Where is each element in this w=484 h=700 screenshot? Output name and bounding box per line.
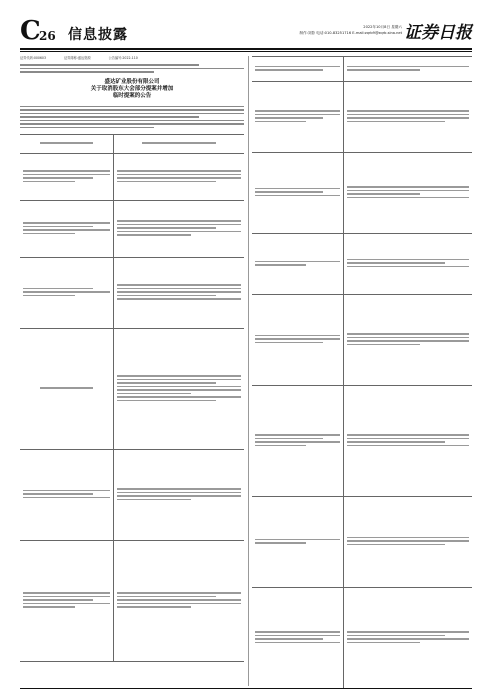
- masthead-logo: 证券日报: [404, 23, 472, 43]
- table-row: [252, 234, 472, 295]
- table-row: [20, 329, 244, 450]
- table-row: [252, 82, 472, 153]
- table-row: [252, 497, 472, 588]
- table-row: [20, 154, 244, 201]
- left-column: [20, 56, 244, 686]
- title-line: 关于取消股东大会部分提案并增加: [90, 85, 174, 92]
- contact-line: 制作:刘影 电话:010-83251716 E-mail:zqrb9@zqrb.sina.net: [299, 31, 402, 35]
- text-line: [20, 109, 244, 111]
- header-rule: [20, 48, 472, 50]
- text-line: [20, 127, 154, 129]
- company-name: 盛达矿业股份有限公司: [104, 78, 160, 85]
- table-row: [252, 57, 472, 82]
- table-row: [252, 153, 472, 234]
- text-line: [20, 116, 199, 118]
- text-line: [20, 64, 199, 66]
- table-row: [20, 450, 244, 541]
- page-header: [20, 16, 472, 46]
- text-line: [20, 71, 154, 73]
- section-letter: C: [20, 16, 41, 46]
- header-meta: [300, 24, 402, 36]
- stock-codes: [20, 56, 244, 61]
- table-row: [20, 541, 244, 662]
- table-row: [252, 386, 472, 497]
- stock-name: 证券简称:盛达资源: [64, 56, 91, 60]
- stock-code: 证券代码:000603: [20, 56, 46, 60]
- comparison-table: [252, 56, 472, 689]
- text-line: [20, 113, 244, 115]
- text-line: [20, 68, 244, 70]
- table-row: [20, 201, 244, 258]
- column-divider: [248, 56, 249, 686]
- footer-rule: [20, 688, 472, 689]
- table-row: [20, 135, 244, 154]
- announcement-title: [20, 79, 244, 100]
- text-line: [20, 106, 244, 108]
- header-rule-thin: [20, 51, 472, 52]
- section-name: 信息披露: [68, 27, 128, 43]
- right-column: [252, 56, 472, 686]
- text-line: [20, 120, 244, 122]
- text-line: [20, 123, 244, 125]
- comparison-table: [20, 134, 244, 662]
- notice-number: 公告编号:2022-110: [108, 56, 138, 60]
- title-line: 临时提案的公告: [112, 92, 152, 99]
- date-line: 2022年10月8日 星期六: [363, 25, 402, 29]
- section-number: 26: [39, 29, 56, 43]
- table-row: [252, 295, 472, 386]
- table-row: [20, 258, 244, 329]
- table-row: [252, 588, 472, 689]
